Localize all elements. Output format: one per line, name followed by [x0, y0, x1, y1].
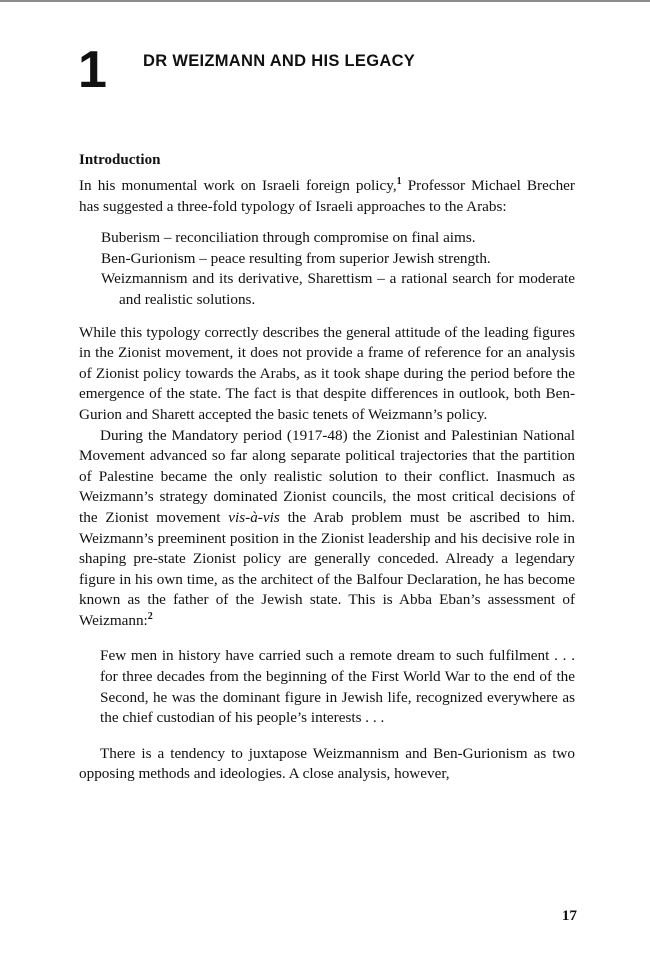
paragraph-intro-text: In his monumental work on Israeli foreign policy, — [79, 177, 397, 194]
top-rule — [0, 0, 650, 2]
paragraph-mandatory-start: During the Mandatory period (1917-48) the Zionist and Palestinian National Movement advanced so far along separate political trajectories that the partition of Palestine became the only realistic solution to their conflict. Inasmuch as Weizmann’s strategy dominated Zionist councils, the most critical decisions of the Zionist movement — [79, 426, 575, 526]
footnote-ref-1[interactable]: 1 — [396, 176, 402, 187]
paragraph-juxtapose: There is a tendency to juxtapose Weizmannism and Ben-Gurionism as two opposing methods and ideologies. A close analysis, however, — [79, 744, 575, 783]
chapter-number: 1 — [78, 41, 107, 99]
page-body — [79, 150, 575, 785]
list-item-buberism: Buberism – reconciliation through compromise on final aims. — [101, 229, 476, 247]
paragraph-typology: While this typology correctly describes the general attitude of the leading figures in the Zionist movement, it does not provide a frame of reference for an analysis of Zionist policy towards the Arabs, as it took shape during the period before the emergence of the state. The fact is that despite differences in outlook, both Ben-Gurion and Sharett accepted the basic tenets of Weizmann’s policy. — [79, 323, 575, 423]
page-number: 17 — [561, 907, 577, 924]
paragraph-mandatory-end: the Arab problem must be ascribed to him. Weizmann’s preeminent position in the Zionist leadership and his decisive role in shaping pre-state Zionist policy are generally conceded. Already a legendary figure in his own time, as the architect of the Balfour Declaration, he has become known as the father of the Jewish state. This is Abba Eban’s assessment of Weizmann: — [79, 508, 575, 629]
footnote-ref-2[interactable]: 2 — [147, 610, 153, 622]
paragraph-intro-text-after: Professor Michael Brecher has suggested a three-fold typology of Israeli approaches to the Arabs: — [79, 177, 575, 215]
list-item-weizmannism: Weizmannism and its derivative, Sharettism – a rational search for moderate and realistic solutions. — [101, 270, 575, 308]
typology-list — [101, 228, 575, 310]
section-heading: Introduction — [79, 152, 161, 168]
list-item-ben-gurionism: Ben-Gurionism – peace resulting from superior Jewish strength. — [101, 249, 491, 267]
paragraph-intro — [79, 176, 575, 217]
chapter-title: DR WEIZMANN AND HIS LEGACY — [143, 52, 416, 70]
italic-vis-a-vis: vis-à-vis — [228, 508, 280, 526]
paragraph-mandatory-period — [79, 426, 575, 632]
block-quote-eban: Few men in history have carried such a remote dream to such fulfilment . . . for three decades from the beginning of the First World War to the end of the Second, he was the dominant figure in Jewish life, recognized everywhere as the chief custodian of his people’s interests . . . — [100, 647, 575, 727]
